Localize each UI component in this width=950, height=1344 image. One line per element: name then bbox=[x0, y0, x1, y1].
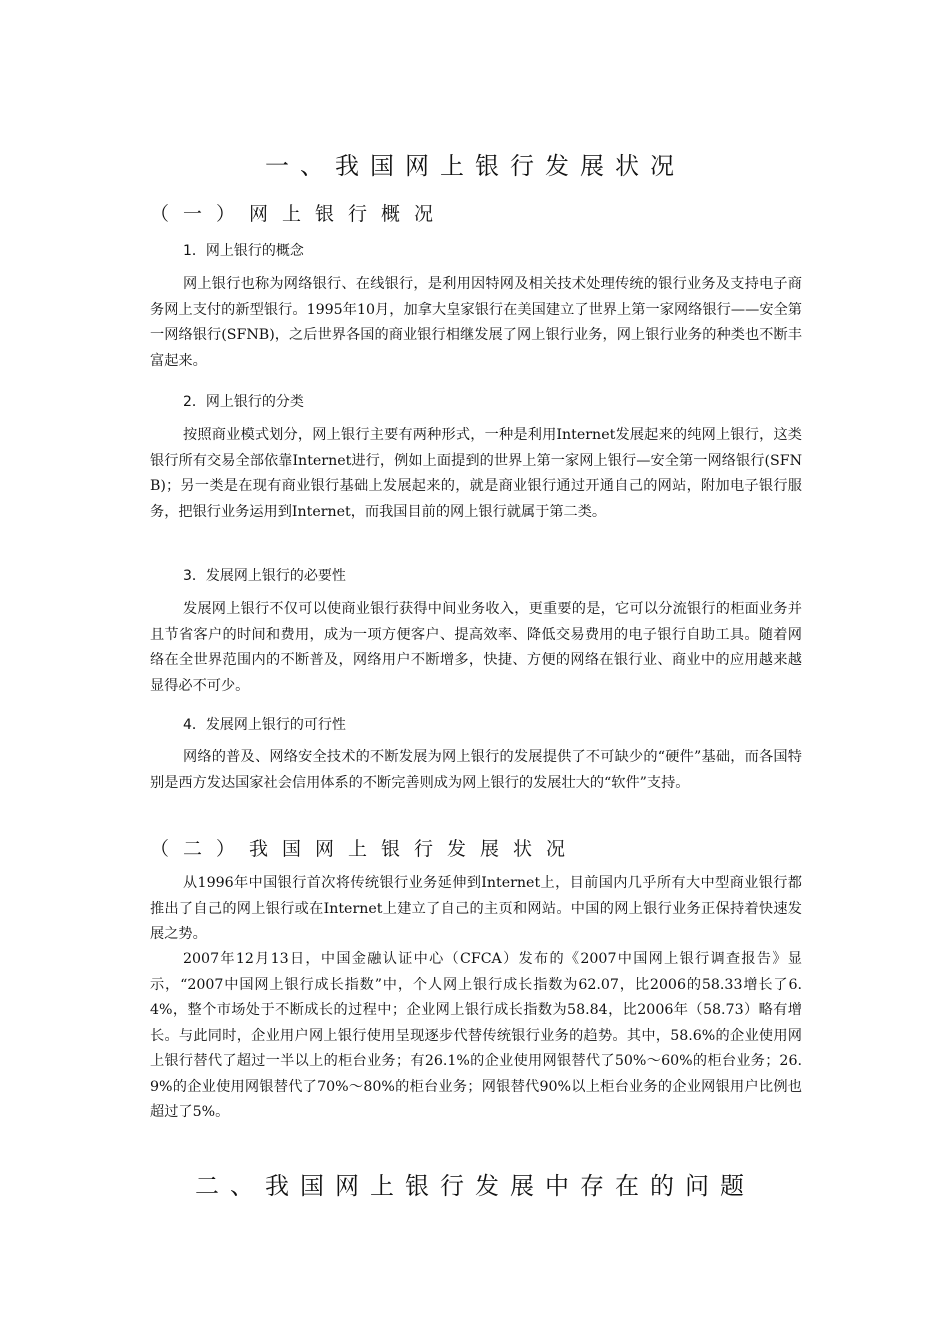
item-4-heading: 4．发展网上银行的可行性 bbox=[183, 717, 346, 733]
section-1-title: 一、我国网上银行发展状况 bbox=[265, 152, 685, 180]
development-paragraph-2: 2007年12月13日，中国金融认证中心（CFCA）发布的《2007中国网上银行调查报告》显示，“2007中国网上银行成长指数”中，个人网上银行成长指数为62.07，比2006的58.33增长了6.4%，整个市场处于不断成长的过程中；企业网上银行成长指数为58.84，比2006年（58.73）略有增长。与此同时，企业用户网上银行使用呈现逐步代替传统银行业务的趋势。其中，58.6%的企业使用网上银行替代了超过一半以上的柜台业务；有26.1%的企业使用网银替代了50%～60%的柜台业务；26.9%的企业使用网银替代了70%～80%的柜台业务；网银替代90%以上柜台业务的企业网银用户比例也超过了5%。 bbox=[150, 951, 802, 1120]
item-1-heading: 1．网上银行的概念 bbox=[183, 243, 304, 259]
subsection-1-title: （一）网上银行概况 bbox=[150, 203, 448, 225]
item-3-heading: 3．发展网上银行的必要性 bbox=[183, 568, 346, 584]
item-2-paragraph: 按照商业模式划分，网上银行主要有两种形式，一种是利用Internet发展起来的纯网上银行，这类银行所有交易全部依靠Internet进行，例如上面提到的世界上第一家网上银行—安全第一网络银行(SFNB)；另一类是在现有商业银行基础上发展起来的，就是商业银行通过开通自己的网站，附加电子银行服务，把银行业务运用到Internet，而我国目前的网上银行就属于第二类。 bbox=[150, 427, 802, 520]
item-4-paragraph: 网络的普及、网络安全技术的不断发展为网上银行的发展提供了不可缺少的“硬件”基础，而各国特别是西方发达国家社会信用体系的不断完善则成为网上银行的发展壮大的“软件”支持。 bbox=[150, 749, 802, 791]
section-2-title: 二、我国网上银行发展中存在的问题 bbox=[195, 1172, 755, 1200]
item-3-paragraph: 发展网上银行不仅可以使商业银行获得中间业务收入，更重要的是，它可以分流银行的柜面业务并且节省客户的时间和费用，成为一项方便客户、提高效率、降低交易费用的电子银行自助工具。随着网络在全世界范围内的不断普及，网络用户不断增多，快捷、方便的网络在银行业、商业中的应用越来越显得必不可少。 bbox=[150, 601, 802, 694]
development-paragraph-1: 从1996年中国银行首次将传统银行业务延伸到Internet上，目前国内几乎所有大中型商业银行都推出了自己的网上银行或在Internet上建立了自己的主页和网站。中国的网上银行业务正保持着快速发展之势。 bbox=[150, 875, 802, 942]
item-2-heading: 2．网上银行的分类 bbox=[183, 394, 304, 410]
item-1-paragraph: 网上银行也称为网络银行、在线银行，是利用因特网及相关技术处理传统的银行业务及支持电子商务网上支付的新型银行。1995年10月，加拿大皇家银行在美国建立了世界上第一家网络银行——安全第一网络银行(SFNB)，之后世界各国的商业银行相继发展了网上银行业务，网上银行业务的种类也不断丰富起来。 bbox=[150, 276, 802, 369]
subsection-2-title: （二）我国网上银行发展状况 bbox=[150, 838, 580, 860]
